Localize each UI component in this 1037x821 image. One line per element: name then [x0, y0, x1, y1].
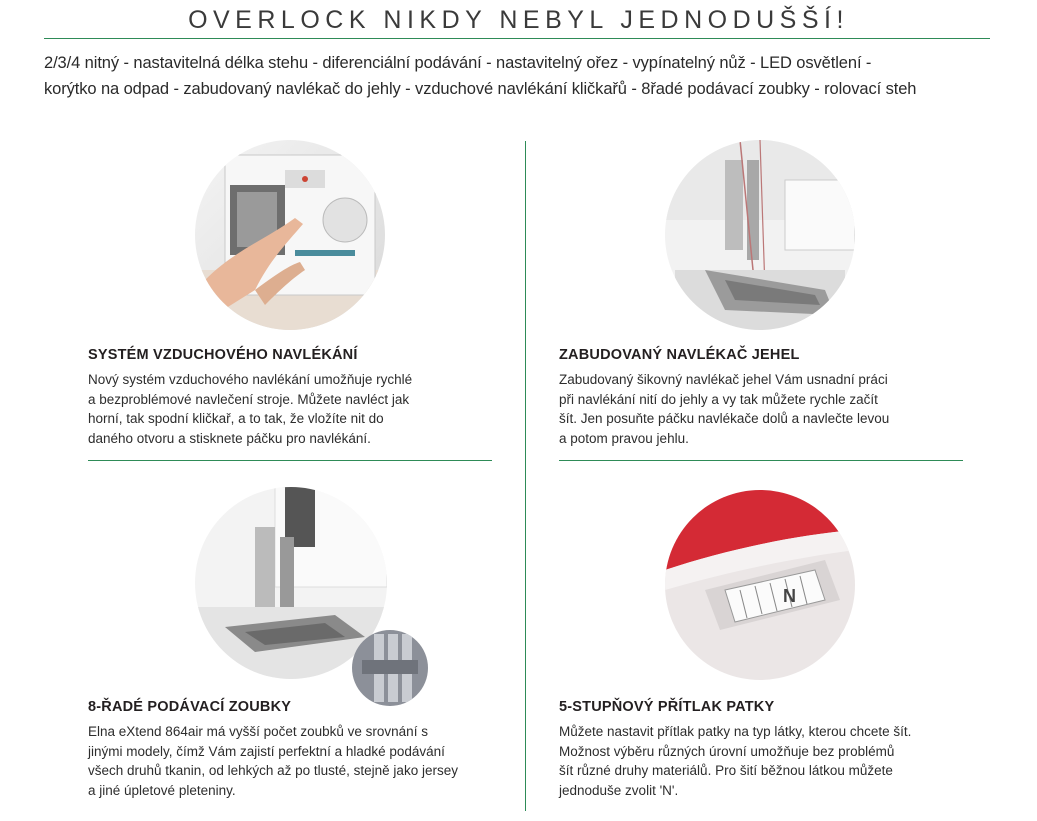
section-body-feed-dogs: Elna eXtend 864air má vyšší počet zoubků ve srovnání s jinými modely, čímž Vám zajistí perfektní a hladké podávání všech druhů tkanin, od lehkých až po tlusté, stejně jako jersey a jiné úpletové pleteniny.: [88, 724, 458, 798]
needle-threader-photo: [665, 140, 855, 330]
dial-n-label: N: [783, 586, 796, 606]
features-line-1: 2/3/4 nitný - nastavitelná délka stehu - diferenciální podávání - nastavitelný ořez - vypínatelný nůž - LED osvětlení -: [44, 54, 872, 72]
title-divider: [44, 38, 990, 39]
section-heading-feed-dogs: 8-ŘADÉ PODÁVACÍ ZOUBKY: [88, 699, 292, 715]
column-divider: [525, 141, 526, 811]
section-body-presser-pressure: Můžete nastavit přítlak patky na typ látky, kterou chcete šít. Možnost výběru různých úrovní umožňuje bez problémů šít různé druhy materiálů. Pro šití běžnou látkou můžete jednoduše zvolit 'N'.: [559, 724, 912, 798]
section-heading-needle-threader: ZABUDOVANÝ NAVLÉKAČ JEHEL: [559, 347, 800, 363]
section-divider-right: [559, 460, 963, 461]
section-body-needle-threader: Zabudovaný šikovný navlékač jehel Vám usnadní práci při navlékání nití do jehly a vy tak můžete rychle začít šít. Jen posuňte páčku navlékače dolů a navlečte levou a potom pravou jehlu.: [559, 372, 890, 446]
page-title: OVERLOCK NIKDY NEBYL JEDNODUŠŠÍ!: [188, 6, 849, 34]
section-divider-left: [88, 460, 492, 461]
section-heading-presser-pressure: 5-STUPŇOVÝ PŘÍTLAK PATKY: [559, 699, 775, 715]
air-threading-photo: [195, 140, 385, 330]
section-body-air-threading: Nový systém vzduchového navlékání umožňuje rychlé a bezproblémové navlečení stroje. Můžete navléct jak horní, tak spodní kličkař, a to tak, že vložíte nit do daného otvoru a stisknete páčku pro navlékání.: [88, 372, 413, 446]
features-line-2: korýtko na odpad - zabudovaný navlékač do jehly - vzduchové navlékání kličkařů - 8řadé podávací zoubky - rolovací steh: [44, 80, 917, 98]
pressure-dial-photo: [665, 490, 855, 680]
section-heading-air-threading: SYSTÉM VZDUCHOVÉHO NAVLÉKÁNÍ: [88, 347, 358, 363]
feed-dogs-detail-photo: [352, 630, 428, 706]
